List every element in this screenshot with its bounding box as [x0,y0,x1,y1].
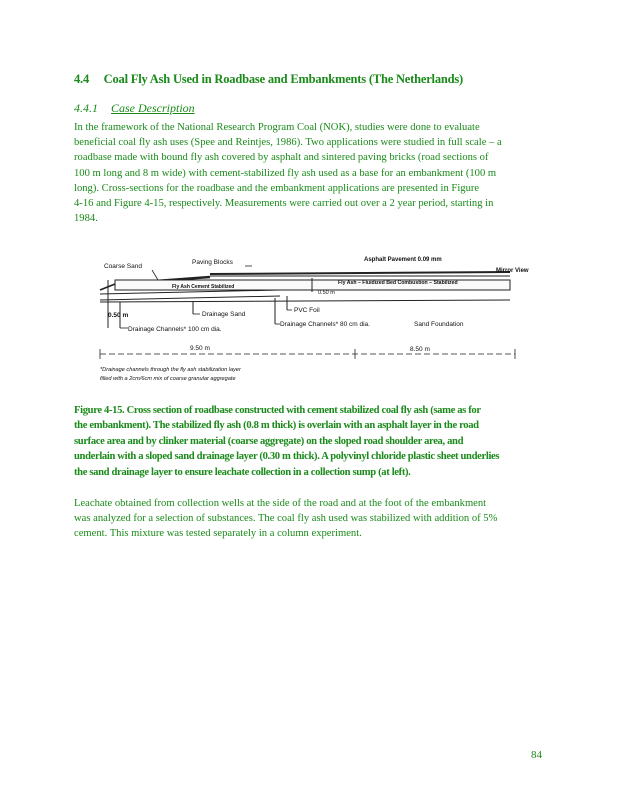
label-coarse-sand: Coarse Sand [104,263,142,270]
caption-line: underlain with a sloped sand drainage layer (0.30 m thick). A polyvinyl chloride plastic sheet underlies [74,451,500,463]
label-drainage-channels-mid: Drainage Channels* 80 cm dia. [280,321,370,328]
text-line: cement. This mixture was tested separately in a column experiment. [74,528,362,540]
caption-line: the sand drainage layer to ensure leachate collection in a collection sump (at left). [74,466,411,478]
label-asphalt-pavement: Asphalt Pavement 0.09 mm [364,257,442,263]
caption-line: surface area and by clinker material (coarse aggregate) on the sloped road shoulder area, and [74,435,464,447]
drainage-sand-bottom [100,296,280,300]
section-title: Coal Fly Ash Used in Roadbase and Embankments (The Netherlands) [103,72,464,86]
text-line: beneficial coal fly ash uses (Spee and Reintjes, 1986). Two applications were studied in full scale – a [74,137,502,149]
label-fly-ash-cement: Fly Ash Cement Stabilized [172,284,235,290]
text-line: long). Cross‐sections for the roadbase and the embankment applications are presented in Figure [74,182,480,194]
text-line: roadbase made with bound fly ash covered by asphalt and sintered paving bricks (road sections of [74,152,489,164]
label-sand-foundation: Sand Foundation [414,321,464,328]
label-drainage-sand: Drainage Sand [202,311,246,318]
label-width-right: 8.50 m [410,346,430,353]
figure-footnote-line2: filled with a 2cm/6cm mix of coarse granular aggregate [100,376,236,382]
intro-paragraph [74,120,550,226]
roadbase-cross-section-figure [90,250,540,390]
text-line: was analyzed for a selection of substances. The coal fly ash used was stabilized with addition of 5% [74,513,498,525]
text-line: 100 m long and 8 m wide) with cement‐stabilized fly ash used as a base for an embankment (100 m [74,167,497,179]
label-dim-050-left: 0.50 m [108,312,129,319]
caption-line: Figure 4‐15. Cross section of roadbase constructed with cement stabilized coal fly ash (same as for [74,405,481,416]
subsection-title: Case Description [111,101,195,115]
text-line: Leachate obtained from collection wells at the side of the road and at the foot of the embankment [74,498,487,509]
page-number: 84 [531,749,542,761]
drainage-sand-top [100,290,280,294]
leachate-paragraph [74,496,550,542]
text-line: 4‐16 and Figure 4‐15, respectively. Measurements were carried out over a 2 year period, starting in [74,198,494,210]
label-paving-blocks: Paving Blocks [192,259,233,266]
text-line: In the framework of the National Research Program Coal (NOK), studies were done to evaluate [74,122,480,133]
section-heading [74,72,463,87]
subsection-number: 4.4.1 [74,101,98,115]
sand-foundation-line [100,300,510,302]
caption-line: the embankment). The stabilized fly ash (0.8 m thick) is overlain with an asphalt layer in the road [74,420,479,432]
subsection-heading [74,101,195,116]
section-number: 4.4 [74,72,90,86]
leader-coarse-sand [152,270,158,280]
label-drainage-channels-left: Drainage Channels* 100 cm dia. [128,326,222,333]
label-dim-050-right: 0.50 m [318,290,335,296]
label-width-left: 9.50 m [190,345,210,352]
figure-footnote-line1: *Drainage channels through the fly ash stabilization layer [100,367,241,373]
figure-caption [74,403,554,480]
asphalt-surface [210,272,510,274]
text-line: 1984. [74,213,98,225]
label-pvc-foil: PVC Foil [294,307,320,314]
label-fly-ash-fbc: Fly Ash – Fluidized Bed Combustion – Stabilized [338,280,458,286]
label-mirror-view: Mirror View [496,268,529,274]
